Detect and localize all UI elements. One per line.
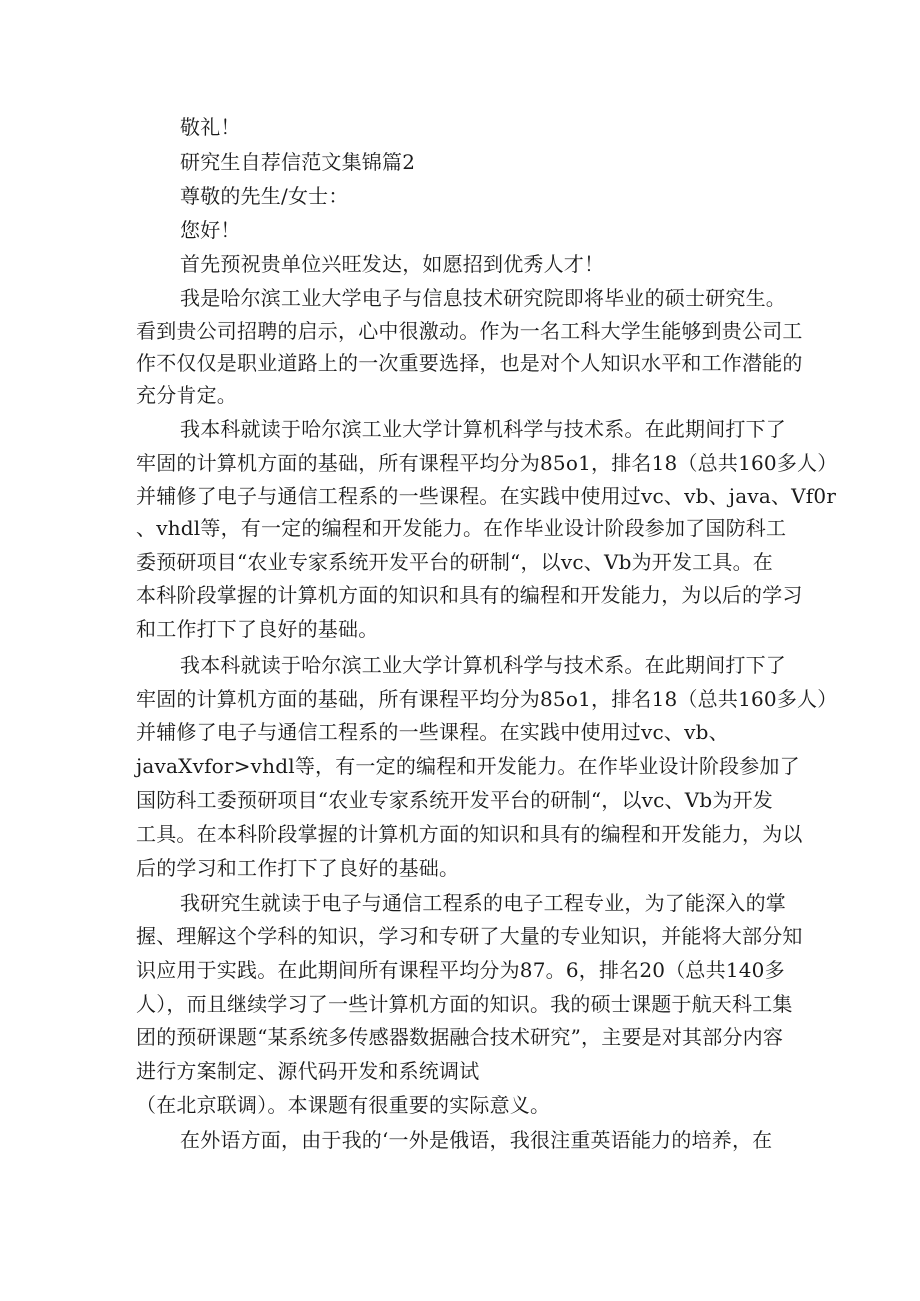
greeting-line: 尊敬的先生/女士： <box>180 184 349 208</box>
paragraph-line: 、vhdl等，有一定的编程和开发能力。在作毕业设计阶段参加了国防科工 <box>136 516 787 540</box>
paragraph-line: 识应用于实践。在此期间所有课程平均分为87。6，排名20（总共140多 <box>136 958 785 982</box>
paragraph-line: 我研究生就读于电子与通信工程系的电子工程专业，为了能深入的掌 <box>180 891 786 915</box>
paragraph-line: 充分肯定。 <box>136 383 237 407</box>
paragraph-line: 后的学习和工作打下了良好的基础。 <box>136 856 460 880</box>
paragraph-line: 国防科工委预研项目“农业专家系统开发平台的研制“，以vc、Vb为开发 <box>136 788 773 812</box>
paragraph-line: 并辅修了电子与通信工程系的一些课程。在实践中使用过vc、vb、java、Vf0r <box>136 484 837 508</box>
paragraph-line: （在北京联调）。本课题有很重要的实际意义。 <box>136 1093 551 1117</box>
paragraph-line: 工具。在本科阶段掌握的计算机方面的知识和具有的编程和开发能力，为以 <box>136 822 803 846</box>
paragraph-line: 和工作打下了良好的基础。 <box>136 617 379 641</box>
paragraph-line: 在外语方面，由于我的‘一外是俄语，我很注重英语能力的培养，在 <box>180 1128 773 1152</box>
paragraph-line: 看到贵公司招聘的启示，心中很激动。作为一名工科大学生能够到贵公司工 <box>136 319 803 343</box>
section-title: 研究生自荐信范文集锦篇2 <box>180 150 416 174</box>
paragraph-line: 牢固的计算机方面的基础，所有课程平均分为85o1，排名18（总共160多人） <box>136 687 838 711</box>
paragraph-line: 团的预研课题“某系统多传感器数据融合技术研究”，主要是对其部分内容 <box>136 1025 784 1049</box>
paragraph-line: javaXvfor>vhdl等，有一定的编程和开发能力。在作毕业设计阶段参加了 <box>136 754 800 778</box>
paragraph-line: 并辅修了电子与通信工程系的一些课程。在实践中使用过vc、vb、 <box>136 720 729 744</box>
paragraph-line: 委预研项目“农业专家系统开发平台的研制“，以vc、Vb为开发工具。在 <box>136 550 773 574</box>
paragraph-line: 握、理解这个学科的知识，学习和专研了大量的专业知识，并能将大部分知 <box>136 924 803 948</box>
paragraph-line: 我是哈尔滨工业大学电子与信息技术研究院即将毕业的硕士研究生。 <box>180 286 786 310</box>
paragraph-line: 牢固的计算机方面的基础，所有课程平均分为85o1，排名18（总共160多人） <box>136 451 838 475</box>
opening-wish: 首先预祝贵单位兴旺发达，如愿招到优秀人才！ <box>180 252 605 276</box>
greeting-hello: 您好！ <box>180 218 241 242</box>
closing-salutation: 敬礼！ <box>180 115 241 139</box>
paragraph-line: 我本科就读于哈尔滨工业大学计算机科学与技术系。在此期间打下了 <box>180 417 786 441</box>
paragraph-line: 本科阶段掌握的计算机方面的知识和具有的编程和开发能力，为以后的学习 <box>136 583 803 607</box>
paragraph-line: 人），而且继续学习了一些计算机方面的知识。我的硕士课题于航天科工集 <box>136 992 793 1016</box>
paragraph-line: 作不仅仅是职业道路上的一次重要选择，也是对个人知识水平和工作潜能的 <box>136 351 803 375</box>
paragraph-line: 我本科就读于哈尔滨工业大学计算机科学与技术系。在此期间打下了 <box>180 653 786 677</box>
paragraph-line: 进行方案制定、源代码开发和系统调试 <box>136 1059 480 1083</box>
